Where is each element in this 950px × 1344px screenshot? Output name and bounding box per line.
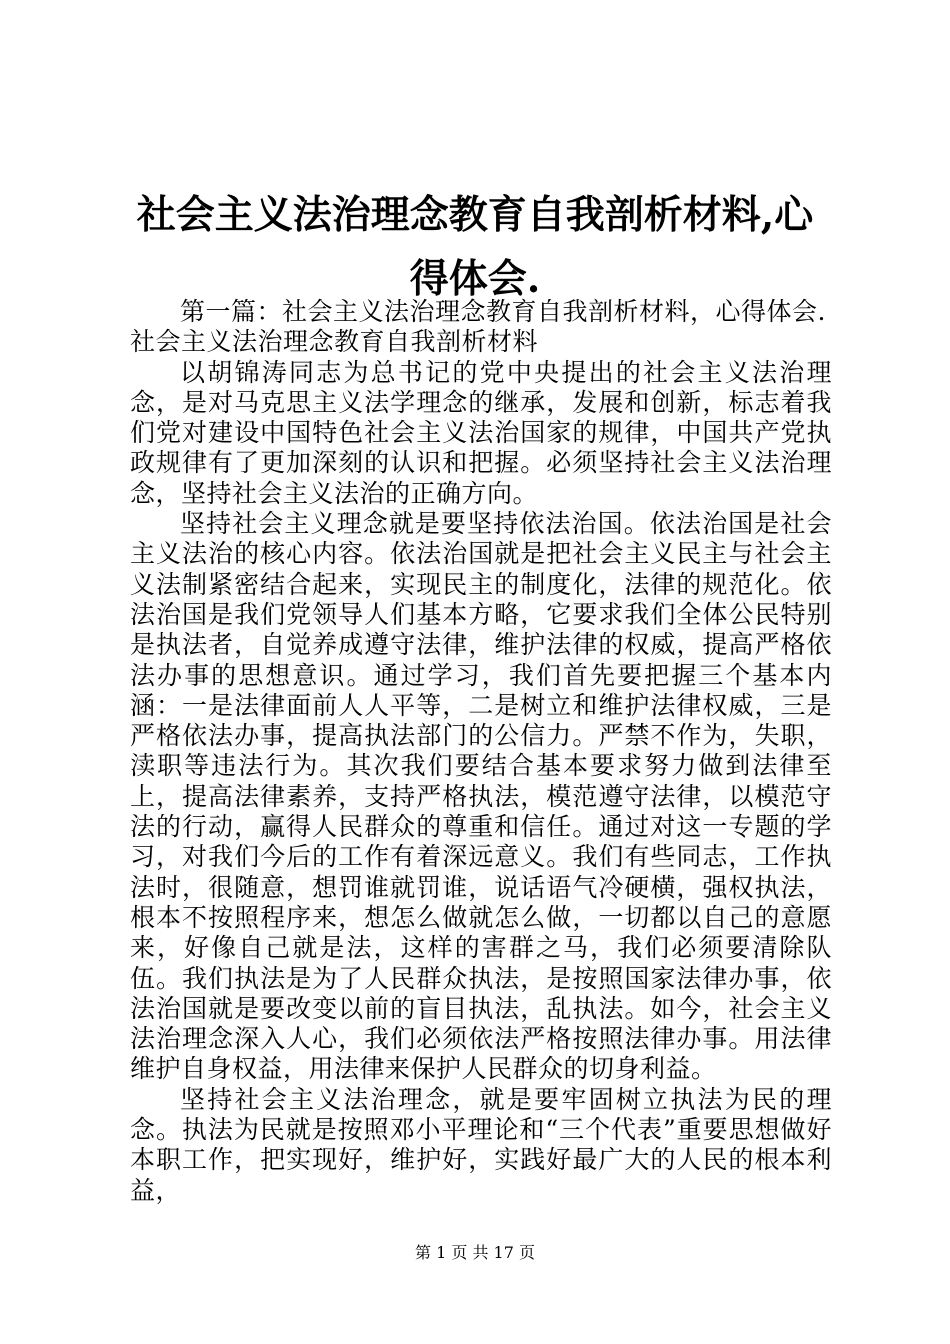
paragraph-3: 以胡锦涛同志为总书记的党中央提出的社会主义法治理念，是对马克思主义法学理念的继承，发展和创新，标志着我们党对建设中国特色社会主义法治国家的规律，中国共产党执政规律有了更加深刻的认识和把握。必须坚持社会主义法治理念，坚持社会主义法治的正确方向。 bbox=[130, 357, 832, 508]
paragraph-1: 第一篇：社会主义法治理念教育自我剖析材料，心得体会. bbox=[180, 297, 826, 326]
paragraph-5: 坚持社会主义法治理念，就是要牢固树立执法为民的理念。执法为民就是按照邓小平理论和“三个代表”重要思想做好本职工作，把实现好，维护好，实践好最广大的人民的根本利益， bbox=[130, 1084, 832, 1205]
document-body bbox=[130, 297, 832, 1206]
paragraph-4: 坚持社会主义理念就是要坚持依法治国。依法治国是社会主义法治的核心内容。依法治国就是把社会主义民主与社会主义法制紧密结合起来，实现民主的制度化，法律的规范化。依法治国是我们党领导人们基本方略，它要求我们全体公民特别是执法者，自觉养成遵守法律，维护法律的权威，提高严格依法办事的思想意识。通过学习，我们首先要把握三个基本内涵：一是法律面前人人平等，二是树立和维护法律权威，三是严格依法办事，提高执法部门的公信力。严禁不作为，失职，渎职等违法行为。其次我们要结合基本要求努力做到法律至上，提高法律素养，支持严格执法，模范遵守法律，以模范守法的行动，赢得人民群众的尊重和信任。通过对这一专题的学习，对我们今后的工作有着深远意义。我们有些同志，工作执法时，很随意，想罚谁就罚谁，说话语气冷硬横，强权执法，根本不按照程序来，想怎么做就怎么做，一切都以自己的意愿来，好像自己就是法，这样的害群之马，我们必须要清除队伍。我们执法是为了人民群众执法，是按照国家法律办事，依法治国就是要改变以前的盲目执法，乱执法。如今，社会主义法治理念深入人心，我们必须依法严格按照法律办事。用法律维护自身权益，用法律来保护人民群众的切身利益。 bbox=[130, 509, 832, 1084]
page-footer: 第 1 页 共 17 页 bbox=[415, 1243, 535, 1262]
document-title: 社会主义法治理念教育自我剖析材料,心得体会. bbox=[136, 192, 814, 302]
paragraph-2: 社会主义法治理念教育自我剖析材料 bbox=[130, 327, 539, 357]
